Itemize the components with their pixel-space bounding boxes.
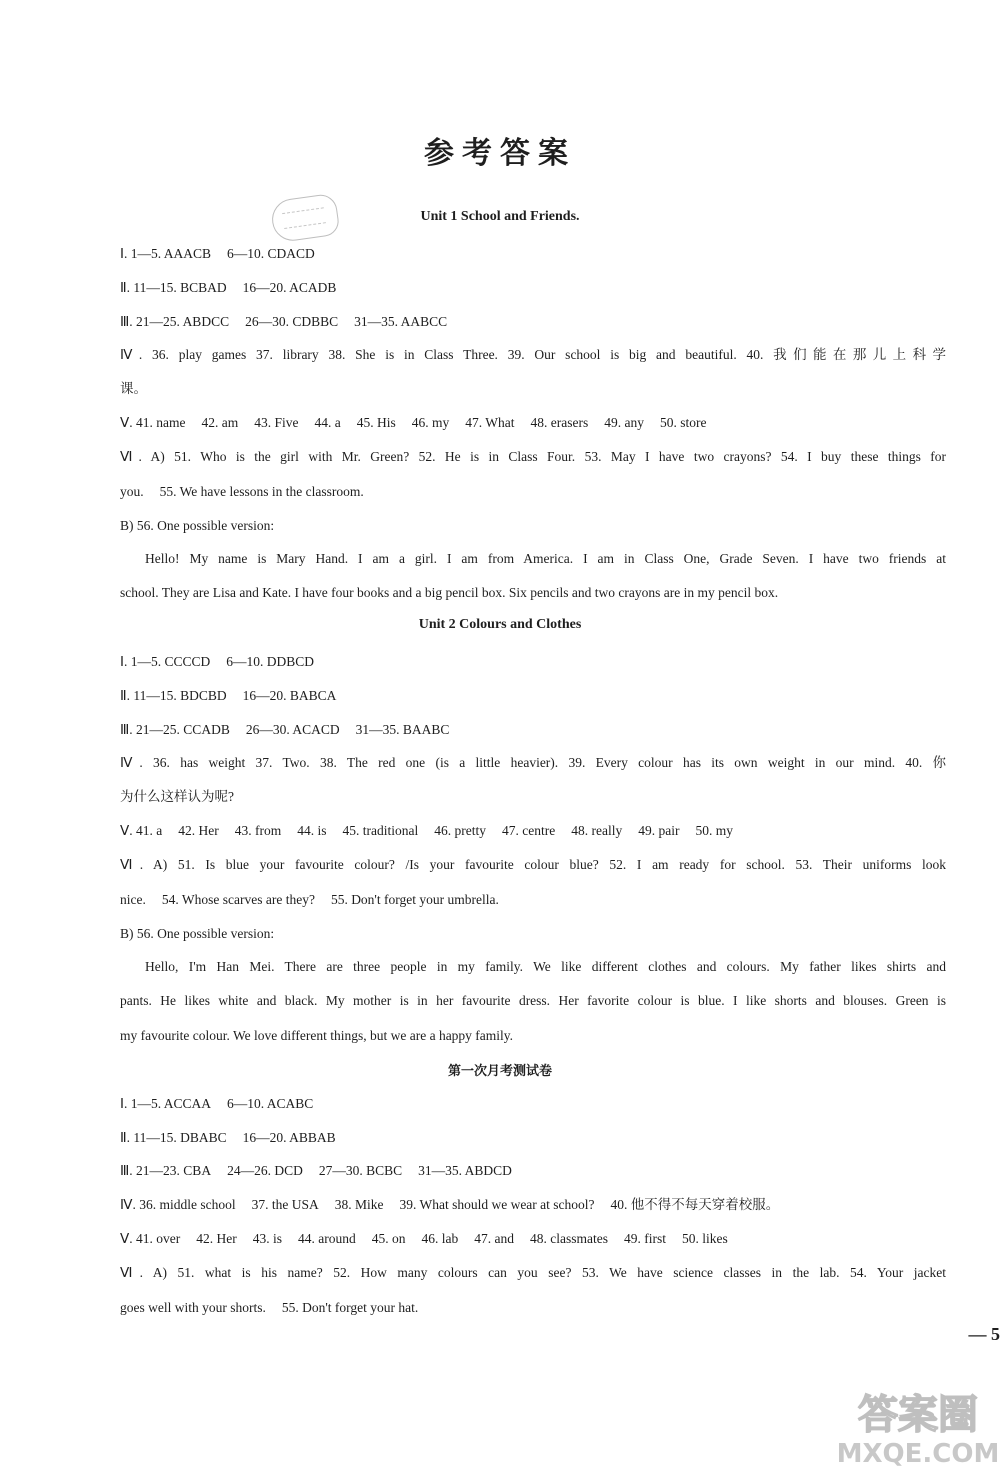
essay-line: my favourite colour. We love different things, but we are a happy family. [120, 1028, 514, 1043]
answer-line: Ⅳ. 36. has weight 37. Two. 38. The red one (is a little heavier). 39. Every colour has its own weight in our mind. 40. 你 [120, 755, 947, 770]
answer-line: goes well with your shorts. 55. Don't forget your hat. [120, 1300, 419, 1315]
unit2-heading: Unit 2 Colours and Clothes [418, 617, 582, 632]
answer-line: Ⅵ. A) 51. what is his name? 52. How many colours can you see? 53. We have science classes in the lab. 54. Your jacket [120, 1265, 947, 1280]
answer-line: nice. 54. Whose scarves are they? 55. Don't forget your umbrella. [120, 892, 499, 907]
answer-line: Ⅲ. 21—25. ABDCC 26—30. CDBBC 31—35. AABCC [120, 314, 448, 329]
test1-heading: 第一次月考测试卷 [447, 1064, 552, 1079]
answer-line: Ⅴ. 41. over 42. Her 43. is 44. around 45. on 46. lab 47. and 48. classmates 49. first 50. likes [120, 1231, 728, 1246]
essay-line: school. They are Lisa and Kate. I have four books and a big pencil box. Six pencils and two crayons are in my pencil box. [120, 585, 779, 600]
answer-line: Ⅰ. 1—5. ACCAA 6—10. ACABC [120, 1096, 314, 1111]
essay-line: pants. He likes white and black. My mother is in her favourite dress. Her favorite colour is blue. I like shorts and blouses. Green is [120, 993, 946, 1008]
answer-line: Ⅴ. 41. a 42. Her 43. from 44. is 45. traditional 46. pretty 47. centre 48. really 49. pair 50. my [120, 823, 733, 838]
answer-line: B) 56. One possible version: [120, 518, 275, 533]
answer-line: Ⅴ. 41. name 42. am 43. Five 44. a 45. His 46. my 47. What 48. erasers 49. any 50. store [120, 415, 707, 430]
answer-line: Ⅳ. 36. middle school 37. the USA 38. Mike 39. What should we wear at school? 40. 他不得不每天穿着校服。 [120, 1197, 780, 1212]
answer-line: Ⅱ. 11—15. BCBAD 16—20. ACADB [120, 280, 337, 295]
essay-line: Hello, I'm Han Mei. There are three people in my family. We like different clothes and colours. My father likes shirts and [145, 959, 946, 974]
answer-line: Ⅲ. 21—25. CCADB 26—30. ACACD 31—35. BAABC [120, 722, 450, 737]
unit1-heading: Unit 1 School and Friends. [420, 209, 580, 224]
page-number: — 5 [968, 1324, 1000, 1344]
answer-line: 为什么这样认为呢? [120, 789, 234, 804]
watermark-site: MXQE.COM [836, 1439, 1000, 1469]
answer-line: Ⅵ. A) 51. Who is the girl with Mr. Green? 52. He is in Class Four. 53. May I have two crayons? 54. I buy these things for [120, 449, 946, 464]
answer-line: Ⅱ. 11—15. BDCBD 16—20. BABCA [120, 688, 337, 703]
answer-line: Ⅲ. 21—23. CBA 24—26. DCD 27—30. BCBC 31—35. ABDCD [120, 1163, 512, 1178]
watermark-text: 答案圈 [858, 1392, 978, 1438]
answer-line: 课。 [120, 381, 147, 396]
answer-line: you. 55. We have lessons in the classroom. [120, 484, 364, 499]
answer-line: Ⅱ. 11—15. DBABC 16—20. ABBAB [120, 1130, 336, 1145]
page-title: 参考答案 [424, 136, 576, 171]
answer-line: Ⅰ. 1—5. CCCCD 6—10. DDBCD [120, 654, 315, 669]
answer-line: Ⅵ. A) 51. Is blue your favourite colour? /Is your favourite colour blue? 52. I am ready for school. 53. Their uniforms look [120, 857, 946, 872]
answer-line: Ⅰ. 1—5. AAACB 6—10. CDACD [120, 246, 315, 261]
answer-line: Ⅳ. 36. play games 37. library 38. She is in Class Three. 39. Our school is big and beautiful. 40. 我们能在那儿上科学 [120, 347, 946, 362]
watermark-logo [800, 1380, 1000, 1471]
answer-line: B) 56. One possible version: [120, 926, 275, 941]
essay-line: Hello! My name is Mary Hand. I am a girl. I am from America. I am in Class One, Grade Seven. I have two friends at [145, 551, 946, 566]
